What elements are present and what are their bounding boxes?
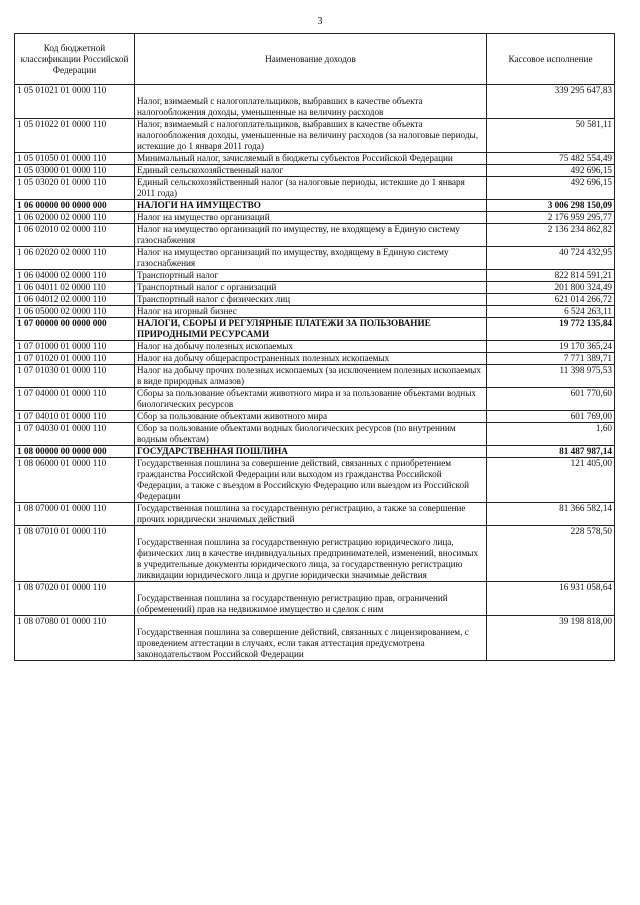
page-number: 3 <box>317 16 323 27</box>
table-row <box>15 365 615 388</box>
cell-name: Минимальный налог, зачисляемый в бюджеты субъектов Российской Федерации <box>135 153 487 165</box>
cell-amount: 601 770,60 <box>487 388 615 411</box>
table-row <box>15 224 615 247</box>
cell-name: Транспортный налог <box>135 270 487 282</box>
cell-code: 1 08 07010 01 0000 110 <box>15 526 135 582</box>
cell-amount: 40 724 432,95 <box>487 247 615 270</box>
table-row <box>15 294 615 306</box>
cell-amount: 1,60 <box>487 423 615 446</box>
cell-code: 1 05 01050 01 0000 110 <box>15 153 135 165</box>
cell-code: 1 06 04000 02 0000 110 <box>15 270 135 282</box>
table-row <box>15 165 615 177</box>
cell-code: 1 07 04030 01 0000 110 <box>15 423 135 446</box>
cell-code: 1 06 04012 02 0000 110 <box>15 294 135 306</box>
cell-amount: 228 578,50 <box>487 526 615 582</box>
cell-code: 1 08 06000 01 0000 110 <box>15 458 135 503</box>
cell-name: Транспортный налог с организаций <box>135 282 487 294</box>
cell-amount: 75 482 554,49 <box>487 153 615 165</box>
cell-code: 1 07 04010 01 0000 110 <box>15 411 135 423</box>
cell-code: 1 08 07020 01 0000 110 <box>15 582 135 616</box>
cell-name: Единый сельскохозяйственный налог (за налоговые периоды, истекшие до 1 января 2011 года) <box>135 177 487 200</box>
cell-name: Налог, взимаемый с налогоплательщиков, выбравших в качестве объекта налогообложения доходы, уменьшенные на величину расходов (за налоговые периоды, истекшие до 1 января 2011 года) <box>135 119 487 153</box>
cell-amount: 2 176 959 295,77 <box>487 212 615 224</box>
cell-amount: 121 405,00 <box>487 458 615 503</box>
cell-amount: 7 771 389,71 <box>487 353 615 365</box>
cell-amount: 6 524 263,11 <box>487 306 615 318</box>
cell-code: 1 06 02020 02 0000 110 <box>15 247 135 270</box>
cell-amount: 201 800 324,49 <box>487 282 615 294</box>
cell-name: Государственная пошлина за совершение действий, связанных с лицензированием, с проведением аттестации в случаях, если такая аттестация предусмотрена законодательством Российской Федерации <box>135 616 487 661</box>
table-row <box>15 212 615 224</box>
cell-amount: 19 772 135,84 <box>487 318 615 341</box>
cell-name: Государственная пошлина за государственную регистрацию юридического лица, физических лиц в качестве индивидуальных предпринимателей, изменений, вносимых в учредительные документы юридического лица, за государственную регистрацию ликвидации юридического лица и другие юридически значимые действия <box>135 526 487 582</box>
revenue-table <box>14 33 615 661</box>
cell-code: 1 08 00000 00 0000 000 <box>15 446 135 458</box>
cell-amount: 39 198 818,00 <box>487 616 615 661</box>
cell-code: 1 07 01000 01 0000 110 <box>15 341 135 353</box>
cell-code: 1 08 07000 01 0000 110 <box>15 503 135 526</box>
cell-name: НАЛОГИ, СБОРЫ И РЕГУЛЯРНЫЕ ПЛАТЕЖИ ЗА ПОЛЬЗОВАНИЕ ПРИРОДНЫМИ РЕСУРСАМИ <box>135 318 487 341</box>
cell-amount: 822 814 591,21 <box>487 270 615 282</box>
table-row <box>15 282 615 294</box>
table-row <box>15 458 615 503</box>
table-row <box>15 306 615 318</box>
cell-name: Налог, взимаемый с налогоплательщиков, выбравших в качестве объекта налогообложения доходы, уменьшенные на величину расходов <box>135 85 487 119</box>
table-row <box>15 119 615 153</box>
cell-name: Сбор за пользование объектами водных биологических ресурсов (по внутренним водным объектам) <box>135 423 487 446</box>
cell-name: НАЛОГИ НА ИМУЩЕСТВО <box>135 200 487 212</box>
cell-name: Налог на имущество организаций по имуществу, входящему в Единую систему газоснабжения <box>135 247 487 270</box>
cell-code: 1 06 00000 00 0000 000 <box>15 200 135 212</box>
table-row <box>15 526 615 582</box>
table-row <box>15 85 615 119</box>
cell-amount: 19 170 365,24 <box>487 341 615 353</box>
table-row <box>15 200 615 212</box>
table-row <box>15 247 615 270</box>
cell-amount: 81 487 987,14 <box>487 446 615 458</box>
table-row <box>15 177 615 200</box>
cell-name: Налог на имущество организаций <box>135 212 487 224</box>
table-row <box>15 270 615 282</box>
cell-amount: 492 696,15 <box>487 165 615 177</box>
cell-code: 1 06 04011 02 0000 110 <box>15 282 135 294</box>
cell-code: 1 06 05000 02 0000 110 <box>15 306 135 318</box>
table-row <box>15 423 615 446</box>
cell-amount: 11 398 975,53 <box>487 365 615 388</box>
cell-amount: 81 366 582,14 <box>487 503 615 526</box>
cell-name: Государственная пошлина за государственную регистрацию прав, ограничений (обременений) прав на недвижимое имущество и сделок с ним <box>135 582 487 616</box>
table-row <box>15 503 615 526</box>
table-body <box>15 85 615 661</box>
cell-name: Сборы за пользование объектами животного мира и за пользование объектами водных биологических ресурсов <box>135 388 487 411</box>
header-amount: Кассовое исполнение <box>487 34 615 85</box>
cell-code: 1 07 04000 01 0000 110 <box>15 388 135 411</box>
cell-name: Государственная пошлина за совершение действий, связанных с приобретением гражданства Российской Федерации или выходом из гражданства Российской Федерации, а также с въездом в Российскую Федерацию или выездом из Российской Федерации <box>135 458 487 503</box>
cell-name: Государственная пошлина за государственную регистрацию, а также за совершение прочих юридически значимых действий <box>135 503 487 526</box>
table-row <box>15 446 615 458</box>
table-row <box>15 153 615 165</box>
table-row <box>15 411 615 423</box>
cell-name: Сбор за пользование объектами животного мира <box>135 411 487 423</box>
table-row <box>15 353 615 365</box>
cell-code: 1 07 00000 00 0000 000 <box>15 318 135 341</box>
cell-name: Единый сельскохозяйственный налог <box>135 165 487 177</box>
cell-name: Налог на добычу общераспространенных полезных ископаемых <box>135 353 487 365</box>
cell-code: 1 08 07080 01 0000 110 <box>15 616 135 661</box>
cell-code: 1 05 01021 01 0000 110 <box>15 85 135 119</box>
table-row <box>15 388 615 411</box>
cell-name: Налог на добычу прочих полезных ископаемых (за исключением полезных ископаемых в виде природных алмазов) <box>135 365 487 388</box>
cell-code: 1 05 01022 01 0000 110 <box>15 119 135 153</box>
cell-amount: 3 006 298 150,09 <box>487 200 615 212</box>
cell-name: Транспортный налог с физических лиц <box>135 294 487 306</box>
table-row <box>15 616 615 661</box>
cell-code: 1 06 02000 02 0000 110 <box>15 212 135 224</box>
table-row <box>15 341 615 353</box>
cell-code: 1 05 03000 01 0000 110 <box>15 165 135 177</box>
cell-code: 1 05 03020 01 0000 110 <box>15 177 135 200</box>
cell-name: Налог на имущество организаций по имуществу, не входящему в Единую систему газоснабжения <box>135 224 487 247</box>
cell-amount: 621 014 266,72 <box>487 294 615 306</box>
table-header-row <box>15 34 615 85</box>
table-row <box>15 318 615 341</box>
cell-amount: 2 136 234 862,82 <box>487 224 615 247</box>
header-code: Код бюджетной классификации Российской Федерации <box>15 34 135 85</box>
cell-amount: 50 581,11 <box>487 119 615 153</box>
cell-code: 1 07 01020 01 0000 110 <box>15 353 135 365</box>
cell-amount: 601 769,00 <box>487 411 615 423</box>
cell-code: 1 07 01030 01 0000 110 <box>15 365 135 388</box>
cell-amount: 339 295 647,83 <box>487 85 615 119</box>
cell-name: Налог на игорный бизнес <box>135 306 487 318</box>
cell-amount: 16 931 058,64 <box>487 582 615 616</box>
cell-name: Налог на добычу полезных ископаемых <box>135 341 487 353</box>
header-name: Наименование доходов <box>135 34 487 85</box>
cell-name: ГОСУДАРСТВЕННАЯ ПОШЛИНА <box>135 446 487 458</box>
cell-code: 1 06 02010 02 0000 110 <box>15 224 135 247</box>
table-row <box>15 582 615 616</box>
cell-amount: 492 696,15 <box>487 177 615 200</box>
